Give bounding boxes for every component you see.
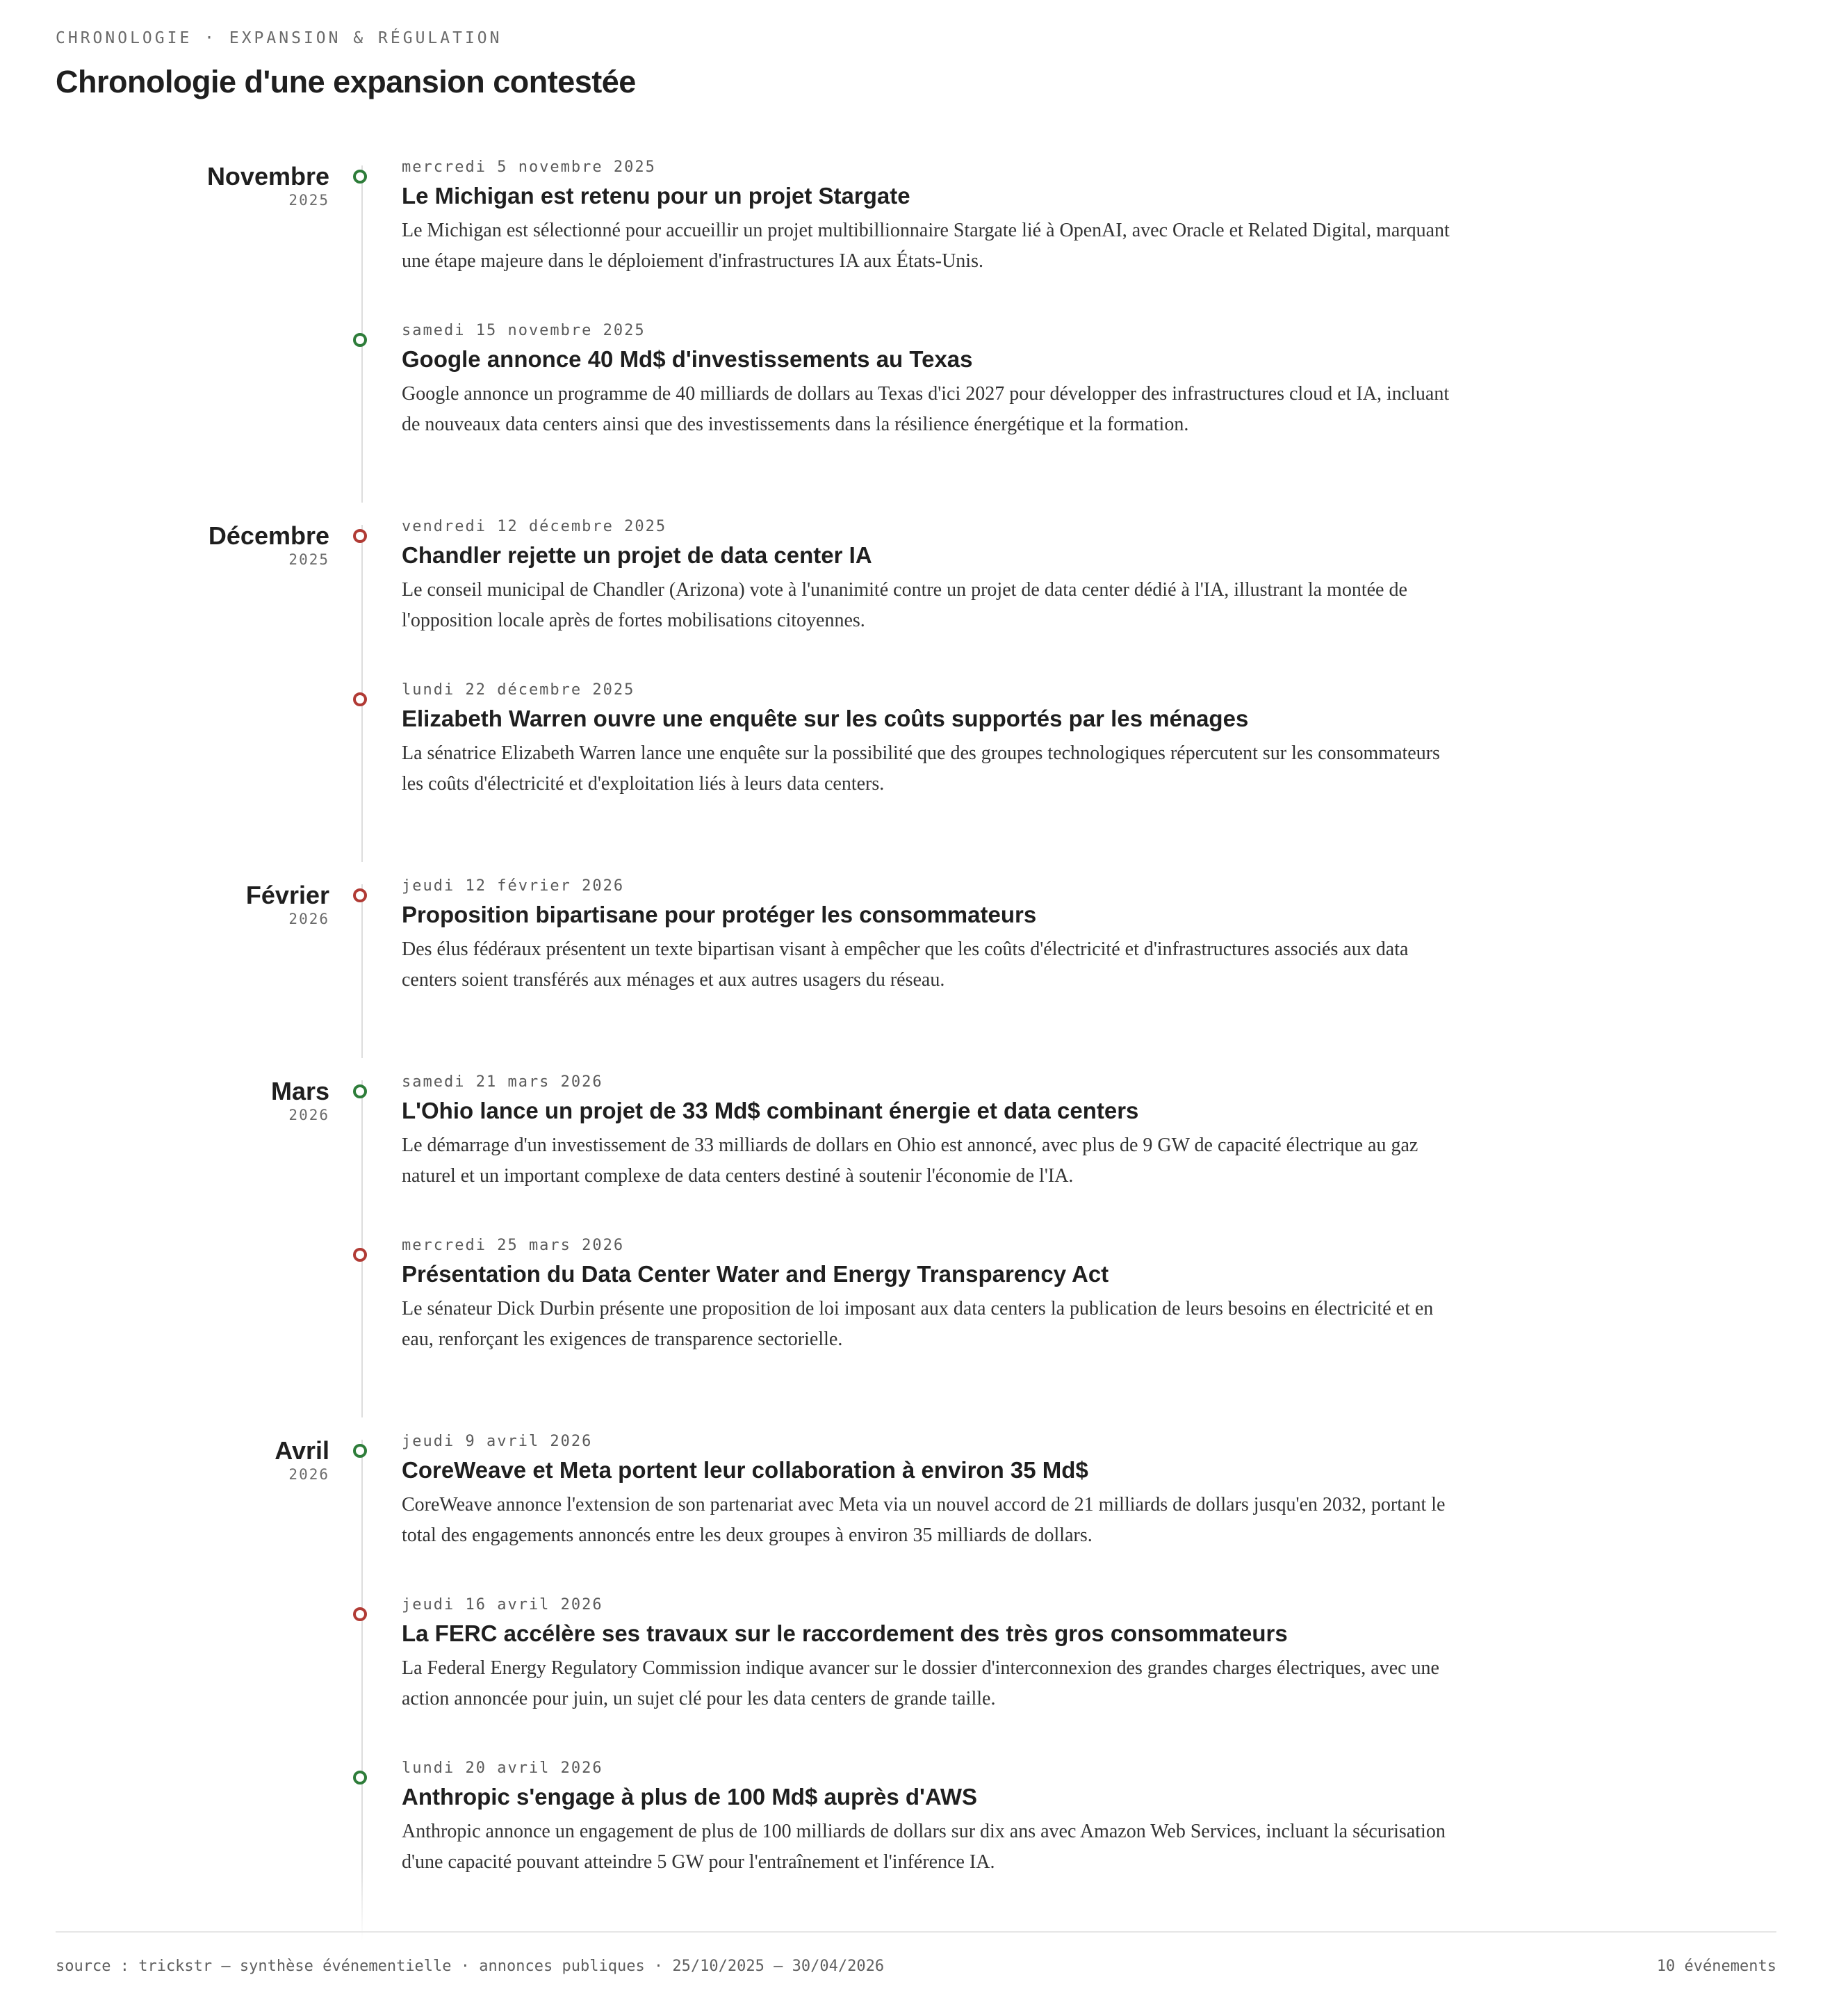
event-title: Présentation du Data Center Water and Energy Transparency Act xyxy=(402,1261,1109,1287)
month-year: 2026 xyxy=(288,911,329,927)
event-title: CoreWeave et Meta portent leur collaboration à environ 35 Md$ xyxy=(402,1457,1088,1483)
event-description: Google annonce un programme de 40 milliards de dollars au Texas d'ici 2027 pour développer des infrastructures cloud et IA, incluant de nouveaux data centers ainsi que des investissements dans la résilience énergétique et la formation. xyxy=(402,383,1450,435)
event-marker-negative xyxy=(353,1607,367,1621)
event-date: mercredi 25 mars 2026 xyxy=(402,1237,625,1254)
event-marker-negative xyxy=(353,692,367,706)
event-marker-negative xyxy=(353,1248,367,1262)
event-title: Chandler rejette un projet de data center IA xyxy=(402,542,872,568)
timeline-event xyxy=(0,157,1832,315)
event-date: jeudi 16 avril 2026 xyxy=(402,1596,603,1613)
event-description: La sénatrice Elizabeth Warren lance une enquête sur la possibilité que des groupes technologiques répercutent sur les consommateurs les coûts d'électricité et d'exploitation liés à leurs data centers. xyxy=(402,742,1440,795)
timeline-event xyxy=(0,1072,1832,1230)
timeline-event xyxy=(0,1235,1832,1417)
event-description: Le démarrage d'un investissement de 33 milliards de dollars en Ohio est annoncé, avec plus de 9 GW de capacité électrique au gaz naturel et un important complexe de data centers destiné à soutenir l'économie de l'IA. xyxy=(402,1135,1418,1187)
month-name: Décembre xyxy=(208,521,329,550)
event-date: samedi 21 mars 2026 xyxy=(402,1073,603,1091)
event-marker-positive xyxy=(353,1771,367,1785)
month-name: Février xyxy=(245,881,329,909)
event-date: lundi 22 décembre 2025 xyxy=(402,681,635,699)
month-year: 2026 xyxy=(288,1107,329,1123)
event-date: jeudi 9 avril 2026 xyxy=(402,1433,593,1450)
footer-event-count: 10 événements xyxy=(1656,1958,1776,1975)
footer xyxy=(56,1931,1776,1975)
timeline-event xyxy=(0,320,1832,503)
timeline-event xyxy=(0,1595,1832,1753)
event-description: Le sénateur Dick Durbin présente une proposition de loi imposant aux data centers la publication de leurs besoins en électricité et en eau, renforçant les exigences de transparence sectorielle. xyxy=(402,1298,1434,1350)
month-name: Avril xyxy=(275,1436,329,1465)
month-group xyxy=(0,876,1832,1058)
event-title: Le Michigan est retenu pour un projet Stargate xyxy=(402,183,910,209)
page-title: Chronologie d'une expansion contestée xyxy=(56,64,636,99)
month-name: Novembre xyxy=(206,162,329,190)
timeline xyxy=(0,152,1832,1940)
timeline-event xyxy=(0,680,1832,862)
timeline-event xyxy=(0,876,1832,1058)
event-description: Le conseil municipal de Chandler (Arizona) vote à l'unanimité contre un projet de data center dédié à l'IA, illustrant la montée de l'opposition locale après de fortes mobilisations citoyennes. xyxy=(402,579,1407,631)
event-description: Le Michigan est sélectionné pour accueillir un projet multibillionnaire Stargate lié à OpenAI, avec Oracle et Related Digital, marquant une étape majeure dans le déploiement d'infrastructures IA aux États-Unis. xyxy=(402,220,1450,272)
event-date: samedi 15 novembre 2025 xyxy=(402,322,646,339)
event-title: Anthropic s'engage à plus de 100 Md$ auprès d'AWS xyxy=(402,1784,978,1810)
event-description: Anthropic annonce un engagement de plus de 100 milliards de dollars sur dix ans avec Amazon Web Services, incluant la sécurisation d'une capacité pouvant atteindre 5 GW pour l'entraînement et l'inférence IA. xyxy=(402,1821,1446,1873)
event-date: jeudi 12 février 2026 xyxy=(402,877,625,895)
event-marker-positive xyxy=(353,1444,367,1458)
event-date: vendredi 12 décembre 2025 xyxy=(402,518,667,535)
month-group xyxy=(0,1072,1832,1417)
event-description: La Federal Energy Regulatory Commission indique avancer sur le dossier d'interconnexion des grandes charges électriques, avec une action annoncée pour juin, un sujet clé pour les data centers de grande taille. xyxy=(402,1657,1439,1709)
event-marker-positive xyxy=(353,1084,367,1098)
event-date: mercredi 5 novembre 2025 xyxy=(402,158,656,176)
event-marker-negative xyxy=(353,529,367,543)
month-group xyxy=(0,157,1832,503)
timeline-event xyxy=(0,517,1832,674)
event-date: lundi 20 avril 2026 xyxy=(402,1759,603,1777)
event-marker-positive xyxy=(353,170,367,184)
event-marker-negative xyxy=(353,888,367,902)
event-title: Proposition bipartisane pour protéger les consommateurs xyxy=(402,902,1037,927)
page-kicker: CHRONOLOGIE · EXPANSION & RÉGULATION xyxy=(56,29,502,47)
month-year: 2026 xyxy=(288,1466,329,1483)
footer-source: source : trickstr — synthèse événementielle · annonces publiques · 25/10/2025 — 30/04/2026 xyxy=(56,1958,885,1975)
event-title: Elizabeth Warren ouvre une enquête sur les coûts supportés par les ménages xyxy=(402,706,1249,731)
event-title: Google annonce 40 Md$ d'investissements au Texas xyxy=(402,346,973,372)
event-marker-positive xyxy=(353,333,367,347)
month-year: 2025 xyxy=(288,192,329,209)
event-title: L'Ohio lance un projet de 33 Md$ combinant énergie et data centers xyxy=(402,1098,1139,1123)
timeline-event xyxy=(0,1431,1832,1589)
event-description: CoreWeave annonce l'extension de son partenariat avec Meta via un nouvel accord de 21 milliards de dollars jusqu'en 2032, portant le total des engagements annoncés entre les deux groupes à environ 35 milliards de dollars. xyxy=(402,1494,1446,1546)
month-name: Mars xyxy=(270,1077,329,1105)
event-description: Des élus fédéraux présentent un texte bipartisan visant à empêcher que les coûts d'électricité et d'infrastructures associés aux data centers soient transférés aux ménages et aux autres usagers du réseau. xyxy=(402,938,1409,991)
timeline-event xyxy=(0,1758,1832,1940)
month-year: 2025 xyxy=(288,551,329,568)
month-group xyxy=(0,517,1832,862)
event-title: La FERC accélère ses travaux sur le raccordement des très gros consommateurs xyxy=(402,1620,1288,1646)
month-group xyxy=(0,1431,1832,1940)
